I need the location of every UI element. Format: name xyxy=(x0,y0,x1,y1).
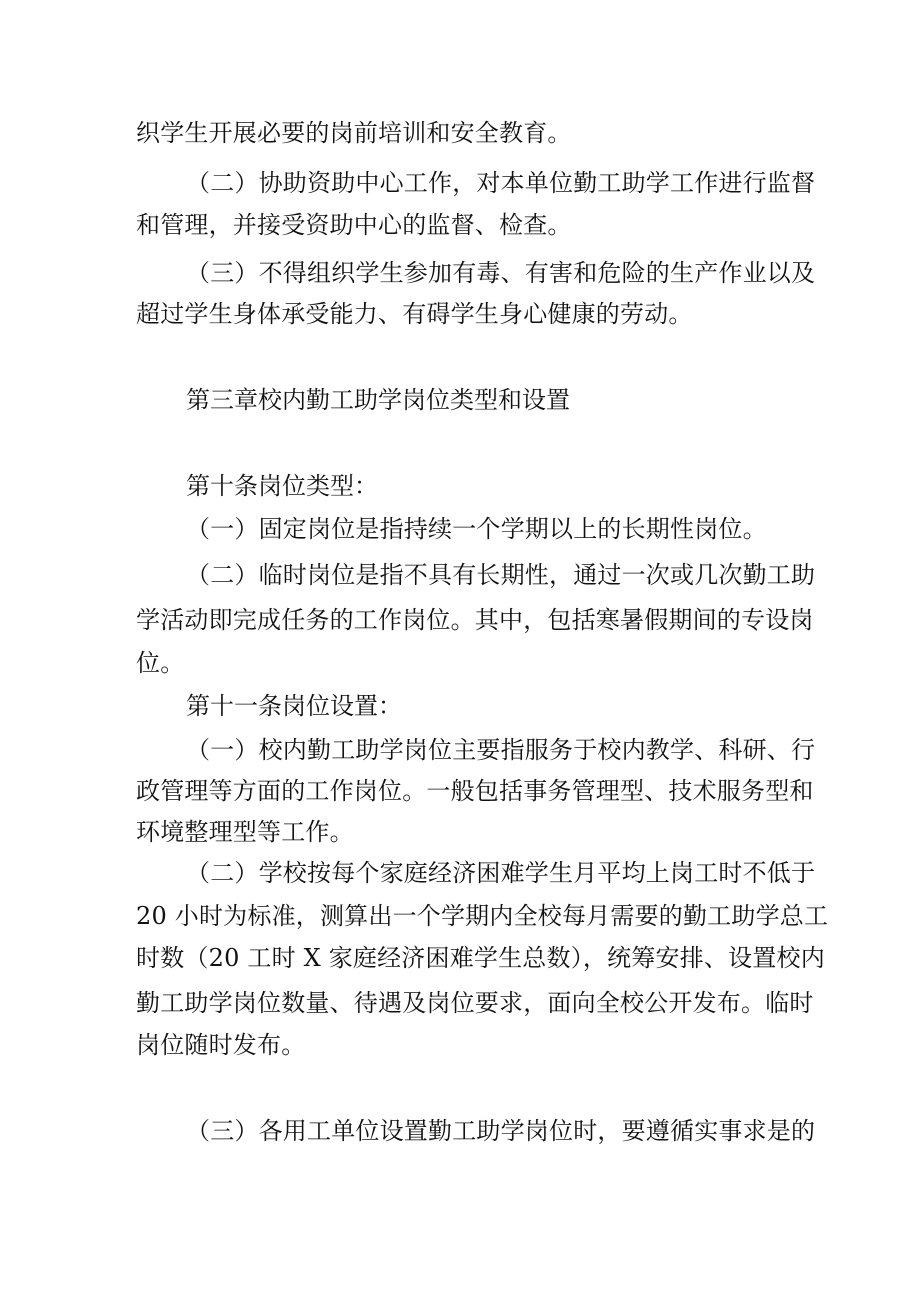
paragraph-line: （一）校内勤工助学岗位主要指服务于校内教学、科研、行 xyxy=(186,736,816,764)
paragraph-line: （三）各用工单位设置勤工助学岗位时，要遵循实事求是的 xyxy=(186,1117,816,1145)
paragraph-line: 20 小时为标准，测算出一个学期内全校每月需要的勤工助学总工 xyxy=(136,902,829,930)
paragraph-line: 岗位随时发布。 xyxy=(136,1031,306,1059)
paragraph-line: （二）学校按每个家庭经济困难学生月平均上岗工时不低于 xyxy=(186,859,816,887)
paragraph-line: 政管理等方面的工作岗位。一般包括事务管理型、技术服务型和 xyxy=(136,777,814,805)
paragraph-line: （三）不得组织学生参加有毒、有害和危险的生产作业以及 xyxy=(186,259,816,287)
paragraph-line: 位。 xyxy=(136,649,185,677)
paragraph-line: 学活动即完成任务的工作岗位。其中，包括寒暑假期间的专设岗 xyxy=(136,606,814,634)
paragraph-line: 和管理，并接受资助中心的监督、检查。 xyxy=(136,211,572,239)
paragraph-line: 时数（20 工时 X 家庭经济困难学生总数），统筹安排、设置校内 xyxy=(136,944,825,972)
article-heading: 第十条岗位类型： xyxy=(186,472,378,500)
paragraph-line: 织学生开展必要的岗前培训和安全教育。 xyxy=(136,119,572,147)
paragraph-line: 环境整理型等工作。 xyxy=(136,818,354,846)
paragraph-line: （一）固定岗位是指持续一个学期以上的长期性岗位。 xyxy=(186,515,767,543)
article-heading: 第十一条岗位设置： xyxy=(186,692,402,720)
paragraph-line: 超过学生身体承受能力、有碍学生身心健康的劳动。 xyxy=(136,300,693,328)
paragraph-line: 勤工助学岗位数量、待遇及岗位要求，面向全校公开发布。临时 xyxy=(136,989,814,1017)
paragraph-line: （二）临时岗位是指不具有长期性，通过一次或几次勤工助 xyxy=(186,561,816,589)
paragraph-line: （二）协助资助中心工作，对本单位勤工助学工作进行监督 xyxy=(186,169,816,197)
chapter-heading: 第三章校内勤工助学岗位类型和设置 xyxy=(186,386,570,414)
